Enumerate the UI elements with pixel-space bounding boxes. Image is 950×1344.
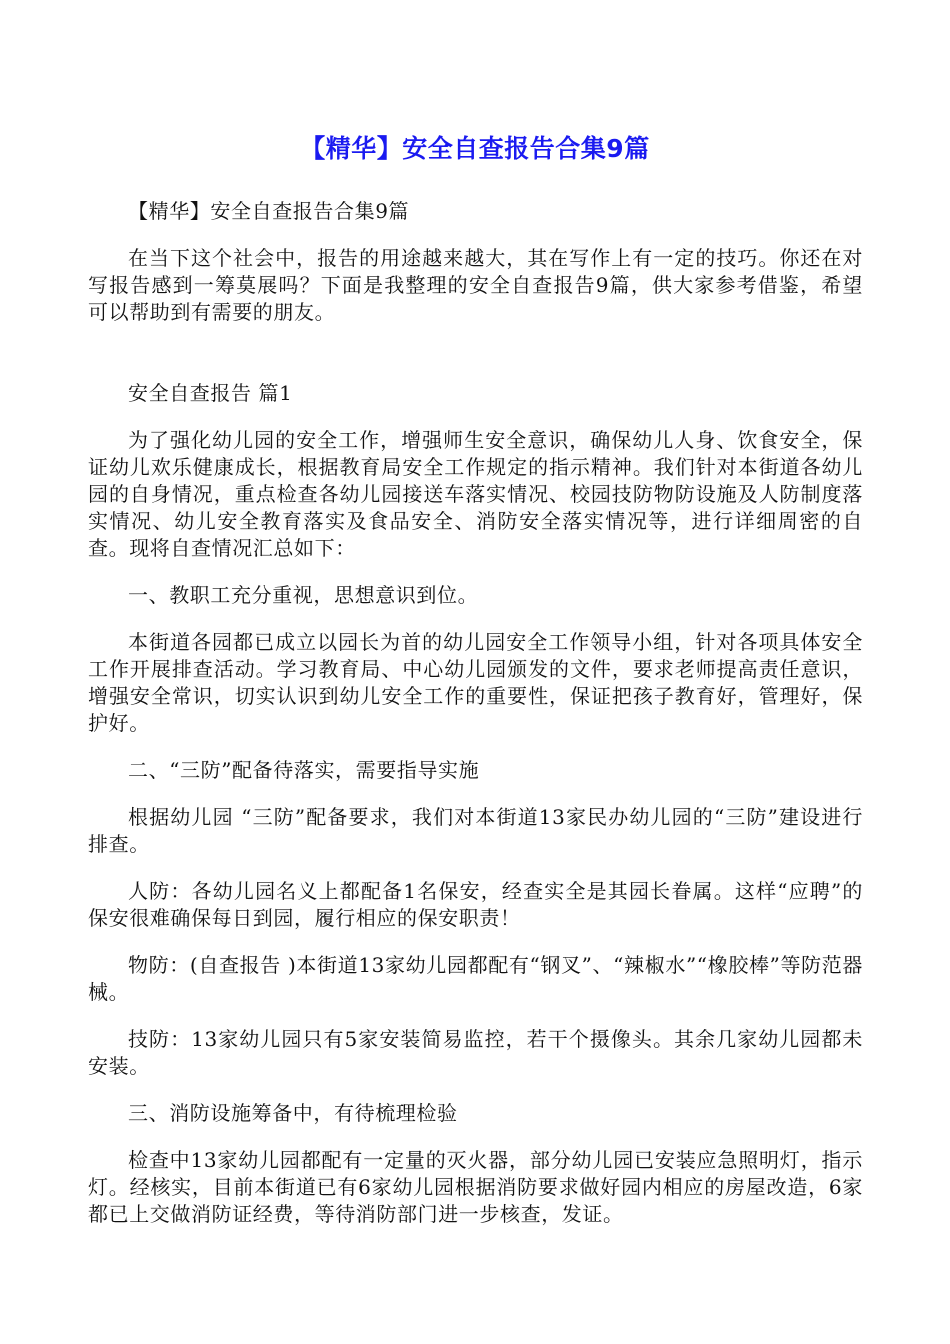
body-paragraph: 本街道各园都已成立以园长为首的幼儿园安全工作领导小组，针对各项具体安全工作开展排查活动。学习教育局、中心幼儿园颁发的文件，要求老师提高责任意识，增强安全常识，切实认识到幼儿安全工作的重要性，保证把孩子教育好，管理好，保护好。 bbox=[88, 630, 863, 735]
subtitle-paragraph: 【精华】安全自查报告合集9篇 bbox=[128, 199, 410, 223]
document-title: 【精华】安全自查报告合集9篇 bbox=[300, 134, 650, 163]
subsection-heading: 一、教职工充分重视，思想意识到位。 bbox=[128, 583, 479, 607]
intro-paragraph: 在当下这个社会中，报告的用途越来越大，其在写作上有一定的技巧。你还在对写报告感到一筹莫展吗？下面是我整理的安全自查报告9篇，供大家参考借鉴，希望可以帮助到有需要的朋友。 bbox=[88, 246, 863, 324]
section-heading: 安全自查报告 篇1 bbox=[128, 381, 293, 405]
body-paragraph: 检查中13家幼儿园都配有一定量的灭火器，部分幼儿园已安装应急照明灯，指示灯。经核实，目前本街道已有6家幼儿园根据消防要求做好园内相应的房屋改造，6家都已上交做消防证经费，等待消防部门进一步核查，发证。 bbox=[88, 1148, 863, 1226]
body-paragraph: 技防：13家幼儿园只有5家安装简易监控，若干个摄像头。其余几家幼儿园都未安装。 bbox=[88, 1027, 863, 1078]
spacer bbox=[88, 346, 863, 380]
body-paragraph: 物防：(自查报告 )本街道13家幼儿园都配有“钢叉”、“辣椒水”“橡胶棒”等防范器械。 bbox=[88, 953, 863, 1004]
body-paragraph: 根据幼儿园 “三防”配备要求，我们对本街道13家民办幼儿园的“三防”建设进行排查。 bbox=[88, 805, 863, 856]
body-paragraph: 人防：各幼儿园名义上都配备1名保安，经查实全是其园长眷属。这样“应聘”的保安很难确保每日到园，履行相应的保安职责！ bbox=[88, 879, 863, 930]
subsection-heading: 三、消防设施筹备中，有待梳理检验 bbox=[128, 1101, 458, 1125]
document-body bbox=[88, 198, 863, 1248]
subsection-heading: 二、“三防”配备待落实，需要指导实施 bbox=[128, 758, 480, 782]
body-paragraph: 为了强化幼儿园的安全工作，增强师生安全意识，确保幼儿人身、饮食安全，保证幼儿欢乐健康成长，根据教育局安全工作规定的指示精神。我们针对本街道各幼儿园的自身情况，重点检查各幼儿园接送车落实情况、校园技防物防设施及人防制度落实情况、幼儿安全教育落实及食品安全、消防安全落实情况等，进行详细周密的自查。现将自查情况汇总如下： bbox=[88, 428, 863, 560]
